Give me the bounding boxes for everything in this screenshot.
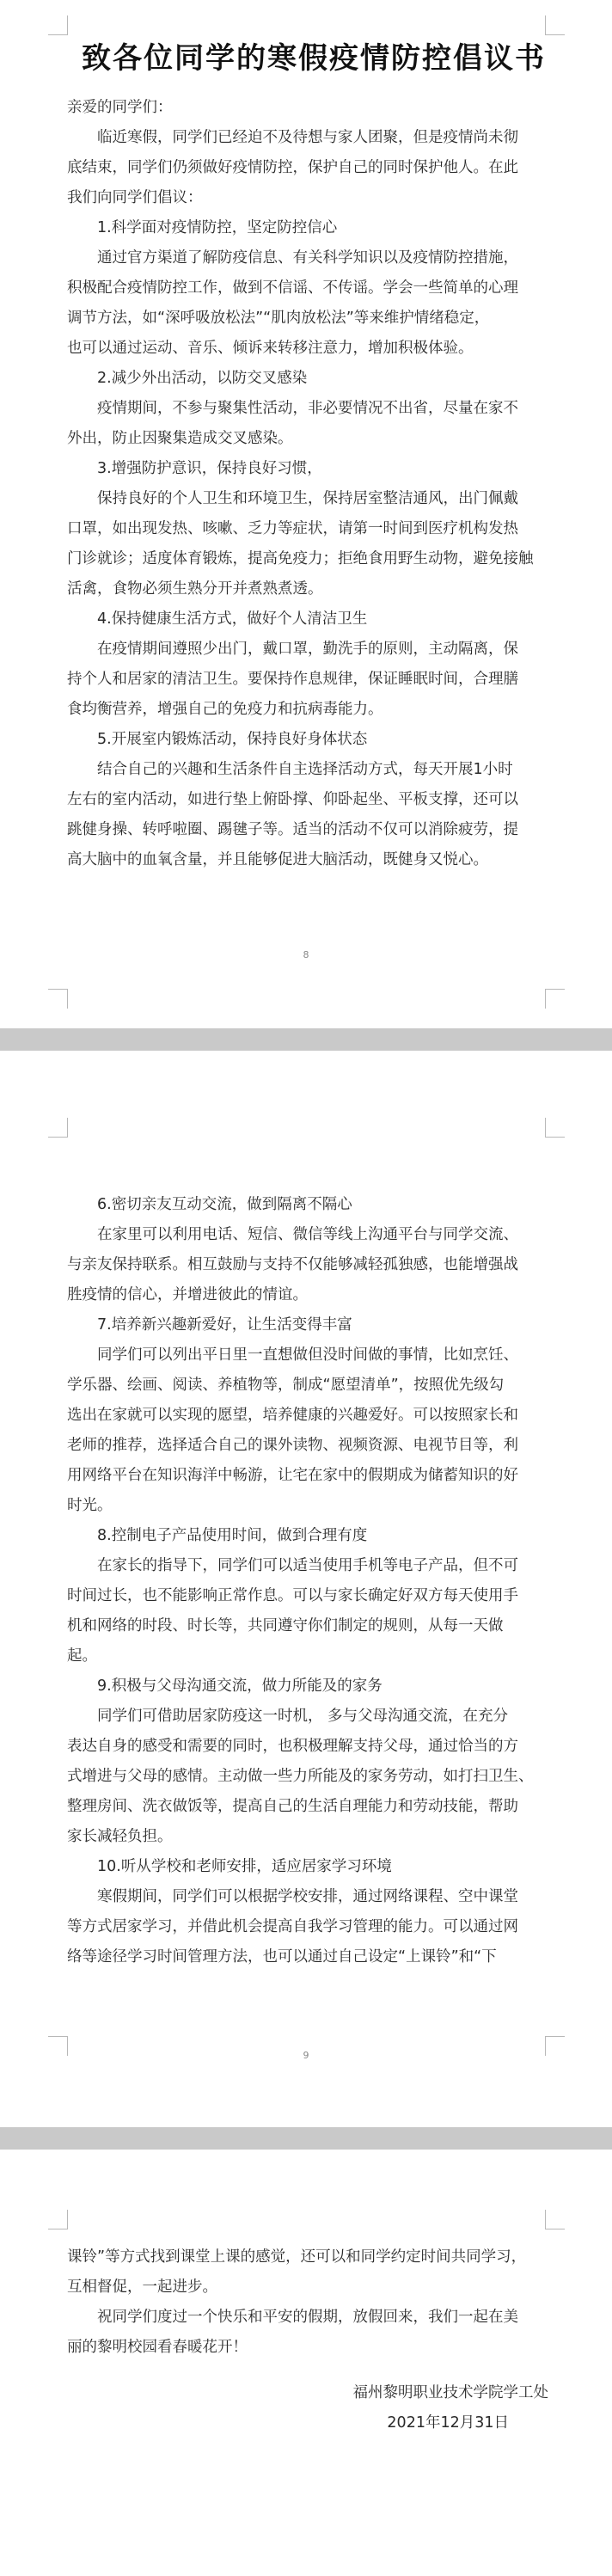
spacer: [67, 2363, 560, 2378]
page-corner-mark: [48, 989, 68, 1009]
section-heading: 6.密切亲友互动交流，做到隔离不隔心: [97, 1196, 352, 1213]
section-heading: 3.增强防护意识，保持良好习惯，: [97, 460, 322, 477]
page-separator: [0, 2127, 612, 2150]
page-number: 8: [303, 949, 309, 960]
body-line: 结合自己的兴趣和生活条件自主选择活动方式，每天开展1小时: [97, 761, 513, 778]
body-line: 同学们可以列出平日里一直想做但没时间做的事情，比如烹饪、: [97, 1346, 518, 1364]
page-2-body: [67, 1190, 560, 1972]
body-line: 与亲友保持联系。相互鼓励与支持不仅能够减轻孤独感，也能增强战: [67, 1256, 518, 1273]
body-line: 活禽，食物必须生熟分开并煮熟煮透。: [67, 580, 323, 598]
body-line: 用网络平台在知识海洋中畅游，让宅在家中的假期成为储蓄知识的好: [67, 1467, 518, 1484]
document-page-3: [0, 2150, 612, 2576]
body-line: 表达自身的感受和需要的同时，也积极理解支持父母，通过恰当的方: [67, 1738, 518, 1755]
closing-line: 丽的黎明校园看春暖花开！: [67, 2339, 248, 2356]
greeting: 亲爱的同学们：: [67, 99, 173, 116]
section-heading: 7.培养新兴趣新爱好，让生活变得丰富: [97, 1316, 352, 1334]
body-line: 同学们可借助居家防疫这一时机， 多与父母沟通交流，在充分: [97, 1708, 509, 1725]
page-corner-mark: [545, 989, 565, 1009]
body-line: 老师的推荐，选择适合自己的课外读物、视频资源、电视节目等，利: [67, 1437, 518, 1454]
section-heading: 10.听从学校和老师安排，适应居家学习环境: [97, 1858, 392, 1875]
body-line: 积极配合疫情防控工作，做到不信谣、不传谣。学会一些简单的心理: [67, 279, 518, 297]
document-page-1: [0, 0, 612, 1028]
body-line: 保持良好的个人卫生和环境卫生，保持居室整洁通风，出门佩戴: [97, 490, 518, 507]
body-line: 跳健身操、转呼啦圈、踢毽子等。适当的活动不仅可以消除疲劳，提: [67, 821, 518, 838]
body-line: 在家长的指导下，同学们可以适当使用手机等电子产品，但不可: [97, 1557, 518, 1574]
body-line: 起。: [67, 1647, 97, 1665]
page-corner-mark: [545, 1118, 565, 1138]
body-line: 我们向同学们倡议：: [67, 189, 203, 206]
page-corner-mark: [48, 15, 68, 35]
section-heading: 8.控制电子产品使用时间，做到合理有度: [97, 1527, 368, 1544]
page-corner-mark: [545, 2210, 565, 2229]
body-line: 家长减轻负担。: [67, 1828, 173, 1845]
signature-org: 福州黎明职业技术学院学工处: [352, 2384, 548, 2401]
body-line: 学乐器、绘画、阅读、养植物等，制成“愿望清单”，按照优先级勾: [67, 1377, 505, 1394]
section-heading: 5.开展室内锻炼活动，保持良好身体状态: [97, 731, 368, 748]
body-line: 左右的室内活动，如进行垫上俯卧撑、仰卧起坐、平板支撑，还可以: [67, 791, 518, 808]
signature-date: 2021年12月31日: [387, 2414, 509, 2432]
body-line: 持个人和居家的清洁卫生。要保持作息规律，保证睡眠时间，合理膳: [67, 671, 518, 688]
body-line: 也可以通过运动、音乐、倾诉来转移注意力，增加积极体验。: [67, 340, 474, 357]
page-1-body: [67, 93, 560, 875]
body-line: 食均衡营养，增强自己的免疫力和抗病毒能力。: [67, 701, 383, 718]
body-line: 在家里可以利用电话、短信、微信等线上沟通平台与同学交流、: [97, 1226, 518, 1243]
body-line: 寒假期间，同学们可以根据学校安排，通过网络课程、空中课堂: [97, 1888, 518, 1905]
page-corner-mark: [48, 1118, 68, 1138]
section-heading: 1.科学面对疫情防控，坚定防控信心: [97, 219, 338, 236]
body-line: 口罩，如出现发热、咳嗽、乏力等症状，请第一时间到医疗机构发热: [67, 520, 518, 537]
body-line: 调节方法，如“深呼吸放松法”“肌肉放松法”等来维护情绪稳定，: [67, 310, 490, 327]
body-line: 课铃”等方式找到课堂上课的感觉，还可以和同学约定时间共同学习，: [67, 2248, 527, 2266]
document-title: 致各位同学的寒假疫情防控倡议书: [82, 41, 546, 76]
body-line: 时光。: [67, 1497, 113, 1514]
body-line: 外出，防止因聚集造成交叉感染。: [67, 430, 293, 447]
body-line: 等方式居家学习，并借此机会提高自我学习管理的能力。可以通过网: [67, 1918, 518, 1935]
body-line: 在疫情期间遵照少出门，戴口罩，勤洗手的原则，主动隔离，保: [97, 641, 518, 658]
page-corner-mark: [545, 15, 565, 35]
page-separator: [0, 1028, 612, 1051]
body-line: 临近寒假，同学们已经迫不及待想与家人团聚，但是疫情尚未彻: [97, 129, 518, 146]
page-corner-mark: [48, 2210, 68, 2229]
section-heading: 4.保持健康生活方式，做好个人清洁卫生: [97, 610, 368, 628]
body-line: 互相督促，一起进步。: [67, 2279, 217, 2296]
body-line: 整理房间、洗衣做饭等，提高自己的生活自理能力和劳动技能，帮助: [67, 1798, 518, 1815]
body-line: 式增进与父母的感情。主动做一些力所能及的家务劳动，如打扫卫生、: [67, 1768, 534, 1785]
section-heading: 2.减少外出活动，以防交叉感染: [97, 370, 308, 387]
body-line: 机和网络的时段、时长等，共同遵守你们制定的规则，从每一天做: [67, 1617, 504, 1635]
page-3-body: [67, 2242, 560, 2438]
body-line: 胜疫情的信心，并增进彼此的情谊。: [67, 1286, 308, 1303]
closing-line: 祝同学们度过一个快乐和平安的假期，放假回来，我们一起在美: [97, 2309, 518, 2326]
section-heading: 9.积极与父母沟通交流，做力所能及的家务: [97, 1677, 382, 1695]
body-line: 高大脑中的血氧含量，并且能够促进大脑活动，既健身又悦心。: [67, 851, 488, 868]
page-number: 9: [303, 2050, 309, 2061]
body-line: 选出在家就可以实现的愿望，培养健康的兴趣爱好。可以按照家长和: [67, 1407, 518, 1424]
body-line: 时间过长，也不能影响正常作息。可以与家长确定好双方每天使用手: [67, 1587, 518, 1604]
body-line: 底结束，同学们仍须做好疫情防控，保护自己的同时保护他人。在此: [67, 159, 518, 176]
document-page-2: [0, 1051, 612, 2127]
body-line: 疫情期间，不参与聚集性活动，非必要情况不出省，尽量在家不: [97, 400, 518, 417]
body-line: 门诊就诊；适度体育锻炼，提高免疫力；拒绝食用野生动物，避免接触: [67, 550, 534, 567]
body-line: 通过官方渠道了解防疫信息、有关科学知识以及疫情防控措施，: [97, 249, 518, 267]
body-line: 络等途径学习时间管理方法，也可以通过自己设定“上课铃”和“下: [67, 1948, 497, 1966]
